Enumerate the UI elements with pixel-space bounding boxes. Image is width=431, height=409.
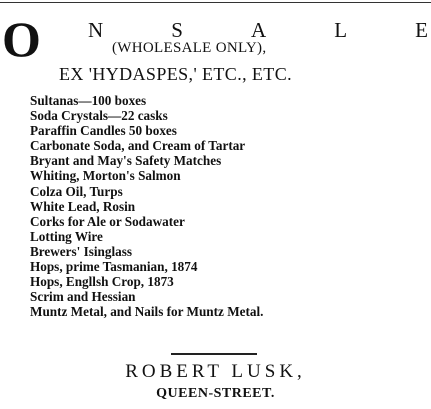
list-item: Scrim and Hessian — [30, 289, 136, 305]
list-item: Hops, prime Tasmanian, 1874 — [30, 259, 198, 275]
list-item: Carbonate Soda, and Cream of Tartar — [30, 138, 246, 154]
list-item: Muntz Metal, and Nails for Muntz Metal. — [30, 304, 264, 320]
merchant-address: QUEEN-STREET. — [156, 386, 275, 401]
list-item: Hops, Engllsh Crop, 1873 — [30, 274, 174, 290]
list-item: Corks for Ale or Sodawater — [30, 213, 185, 229]
top-rule — [0, 2, 431, 3]
wholesale-subheading: (WHOLESALE ONLY), — [112, 40, 267, 56]
list-item: Bryant and May's Safety Matches — [30, 153, 222, 169]
list-item: White Lead, Rosin — [30, 198, 136, 214]
on-sale-heading — [88, 19, 428, 41]
heading-initial: O — [2, 11, 40, 67]
heading-letter: E — [415, 18, 428, 42]
heading-letter: L — [334, 18, 348, 42]
heading-letter: N — [88, 18, 104, 42]
list-item: Colza Oil, Turps — [30, 183, 123, 199]
list-item: Lotting Wire — [30, 228, 103, 244]
source-line: EX 'HYDASPES,' ETC., ETC. — [59, 64, 292, 84]
list-item: Soda Crystals—22 casks — [30, 108, 168, 124]
merchant-name: ROBERT LUSK, — [125, 361, 306, 382]
list-item: Whiting, Morton's Salmon — [30, 168, 181, 184]
list-item: Brewers' Isinglass — [30, 243, 132, 259]
goods-list — [30, 93, 428, 319]
list-item: Sultanas—100 boxes — [30, 93, 147, 108]
heading-letter: A — [251, 18, 267, 42]
divider-rule — [171, 353, 257, 355]
list-item: Paraffin Candles 50 boxes — [30, 123, 177, 139]
heading-letter: S — [171, 18, 183, 42]
